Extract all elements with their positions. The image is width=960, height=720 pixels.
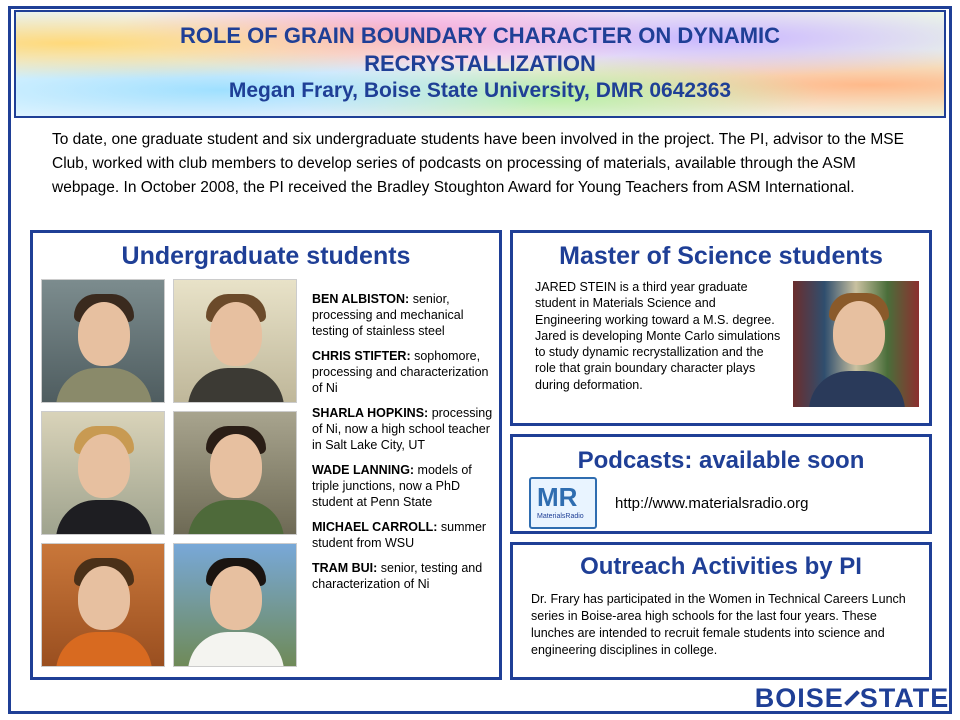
undergrad-title: Undergraduate students bbox=[121, 242, 411, 270]
student-photo-4 bbox=[173, 411, 297, 535]
photo-torso bbox=[809, 371, 905, 407]
photo-torso bbox=[188, 632, 284, 667]
student-entry bbox=[312, 519, 498, 551]
logo-word-right: STATE bbox=[859, 682, 950, 713]
student-photo-6 bbox=[173, 543, 297, 667]
photo-torso bbox=[56, 632, 152, 667]
student-desc: processing of Ni, now a high school teacher in Salt Lake City, UT bbox=[312, 406, 493, 452]
photo-face bbox=[210, 566, 262, 630]
student-entry bbox=[312, 405, 498, 453]
photo-face bbox=[78, 302, 130, 366]
masters-student-photo bbox=[793, 281, 919, 407]
student-desc: senior, processing and mechanical testing of stainless steel bbox=[312, 292, 464, 338]
podcast-url-link[interactable]: http://www.materialsradio.org bbox=[615, 495, 809, 512]
student-name: CHRIS STIFTER: bbox=[312, 349, 411, 363]
undergrad-panel bbox=[30, 230, 502, 680]
student-name: SHARLA HOPKINS: bbox=[312, 406, 429, 420]
photo-face bbox=[833, 301, 885, 365]
student-name: BEN ALBISTON: bbox=[312, 292, 410, 306]
podcasts-title: Podcasts: available soon bbox=[577, 447, 865, 474]
student-name: WADE LANNING: bbox=[312, 463, 415, 477]
logo-subtext: MaterialsRadio bbox=[537, 513, 584, 520]
logo-letters: MR bbox=[537, 482, 578, 512]
student-entry bbox=[312, 291, 498, 339]
student-name: MICHAEL CARROLL: bbox=[312, 520, 438, 534]
photo-face bbox=[78, 566, 130, 630]
intro-paragraph: To date, one graduate student and six undergraduate students have been involved in the project. The PI, advisor to the MSE Club, worked with club members to develop series of podcasts on processing of materials, available through the ASM webpage. In October 2008, the PI received the Bradley Stoughton Award for Young Teachers from ASM International. bbox=[52, 131, 904, 196]
outreach-panel bbox=[510, 542, 932, 680]
materials-radio-logo bbox=[529, 477, 597, 529]
logo-word-left: BOISE bbox=[754, 682, 844, 713]
photo-face bbox=[78, 434, 130, 498]
student-entry bbox=[312, 560, 498, 592]
student-desc: sophomore, processing and characterization of Ni bbox=[312, 349, 489, 395]
photo-face bbox=[210, 302, 262, 366]
photo-face bbox=[210, 434, 262, 498]
photo-torso bbox=[188, 500, 284, 535]
student-photo-5 bbox=[41, 543, 165, 667]
page-subtitle: Megan Frary, Boise State University, DMR 0642363 bbox=[228, 79, 732, 102]
student-photo-2 bbox=[173, 279, 297, 403]
student-desc: summer student from WSU bbox=[312, 520, 487, 550]
student-name: TRAM BUI: bbox=[312, 561, 378, 575]
student-entry bbox=[312, 348, 498, 396]
student-entry bbox=[312, 462, 498, 510]
masters-description: JARED STEIN is a third year graduate student in Materials Science and Engineering working toward a M.S. degree. Jared is developing Monte Carlo simulations to study dynamic recrystallization and the role that grain boundary character plays during deformation. bbox=[535, 280, 781, 392]
student-desc: models of triple junctions, now a PhD student at Penn State bbox=[312, 463, 472, 509]
header-banner bbox=[14, 10, 946, 118]
student-desc: senior, testing and characterization of Ni bbox=[312, 561, 483, 591]
masters-title: Master of Science students bbox=[559, 242, 883, 270]
page-title: ROLE OF GRAIN BOUNDARY CHARACTER ON DYNAMIC RECRYSTALLIZATION bbox=[179, 23, 781, 76]
student-list bbox=[312, 291, 498, 601]
outreach-description: Dr. Frary has participated in the Women in Technical Careers Lunch series in Boise-area high schools for the last four years. These lunches are intended to recruit female students into science and engineering disciplines in college. bbox=[531, 592, 906, 657]
boise-state-logo bbox=[754, 681, 950, 715]
student-photo-3 bbox=[41, 411, 165, 535]
photo-torso bbox=[56, 368, 152, 403]
photo-torso bbox=[188, 368, 284, 403]
podcasts-panel bbox=[510, 434, 932, 534]
outreach-title: Outreach Activities by PI bbox=[580, 553, 862, 580]
masters-panel bbox=[510, 230, 932, 426]
student-photo-1 bbox=[41, 279, 165, 403]
photo-torso bbox=[56, 500, 152, 535]
